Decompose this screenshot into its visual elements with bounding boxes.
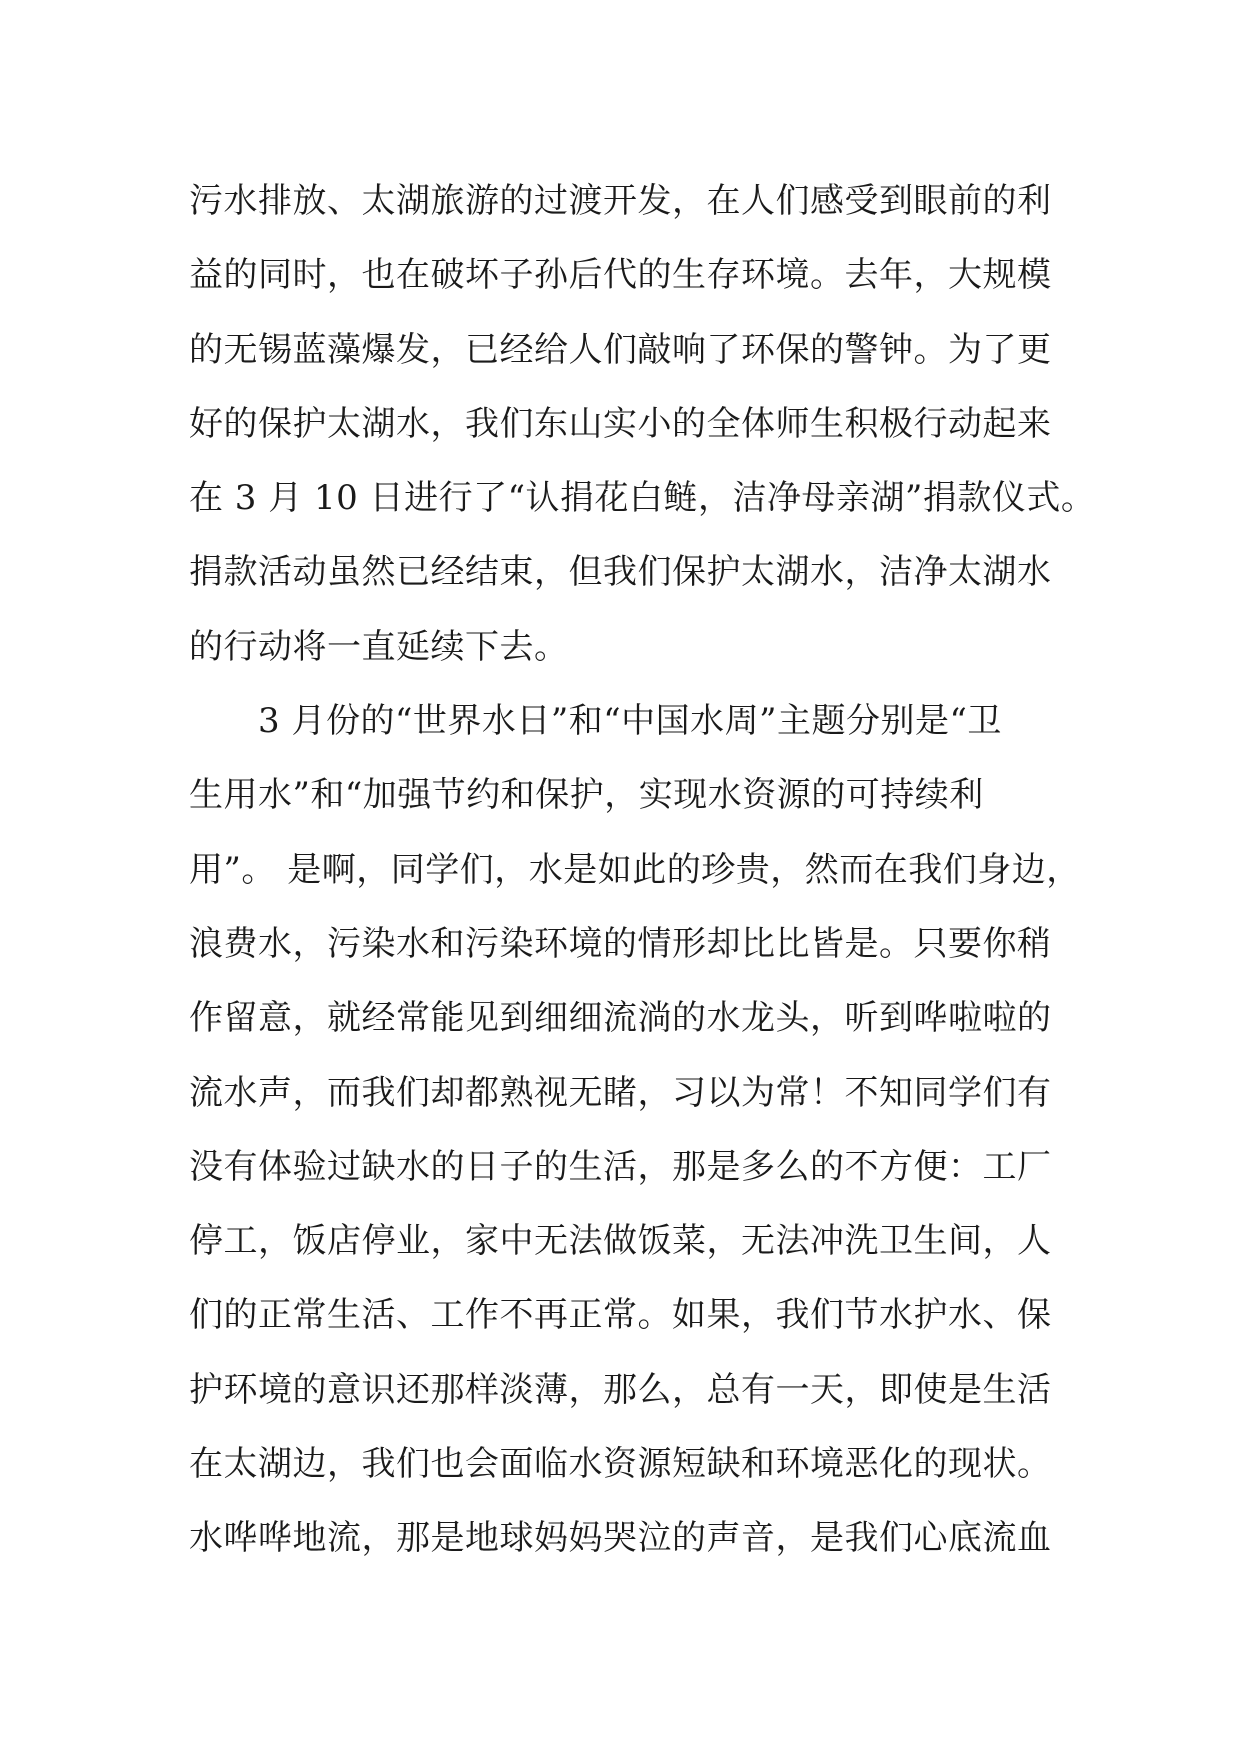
text-line: 浪费水，污染水和污染环境的情形却比比皆是。只要你稍 xyxy=(189,923,1052,964)
text-line: 的无锡蓝藻爆发，已经给人们敲响了环保的警钟。为了更 xyxy=(189,329,1052,370)
text-line: 作留意，就经常能见到细细流淌的水龙头，听到哗啦啦的 xyxy=(189,998,1052,1039)
body-text xyxy=(189,164,1096,1576)
text-line: 好的保护太湖水，我们东山实小的全体师生积极行动起来 xyxy=(189,403,1052,444)
text-line: 在 3 月 10 日进行了“认捐花白鲢，洁净母亲湖”捐款仪式。 xyxy=(189,478,1096,519)
text-line: 的行动将一直延续下去。 xyxy=(189,626,569,667)
text-line: 3 月份的“世界水日”和“中国水周”主题分别是“卫 xyxy=(189,701,1002,742)
text-line: 们的正常生活、工作不再正常。如果，我们节水护水、保 xyxy=(189,1295,1052,1336)
text-line: 停工，饭店停业，家中无法做饭菜，无法冲洗卫生间，人 xyxy=(189,1221,1052,1262)
text-line: 用”。 是啊，同学们，水是如此的珍贵，然而在我们身边， xyxy=(189,849,1081,890)
text-line: 生用水”和“加强节约和保护，实现水资源的可持续利 xyxy=(189,775,984,816)
text-line: 在太湖边，我们也会面临水资源短缺和环境恶化的现状。 xyxy=(189,1444,1052,1485)
text-line: 污水排放、太湖旅游的过渡开发，在人们感受到眼前的利 xyxy=(189,181,1052,221)
text-line: 捐款活动虽然已经结束，但我们保护太湖水，洁净太湖水 xyxy=(189,552,1052,593)
text-line: 流水声，而我们却都熟视无睹，习以为常！不知同学们有 xyxy=(189,1072,1052,1113)
text-line: 护环境的意识还那样淡薄，那么，总有一天，即使是生活 xyxy=(189,1369,1052,1410)
text-line: 水哗哗地流，那是地球妈妈哭泣的声音，是我们心底流血 xyxy=(189,1518,1052,1559)
text-line: 没有体验过缺水的日子的生活，那是多么的不方便：工厂 xyxy=(189,1146,1052,1187)
text-line: 益的同时，也在破坏子孙后代的生存环境。去年，大规模 xyxy=(189,255,1052,296)
